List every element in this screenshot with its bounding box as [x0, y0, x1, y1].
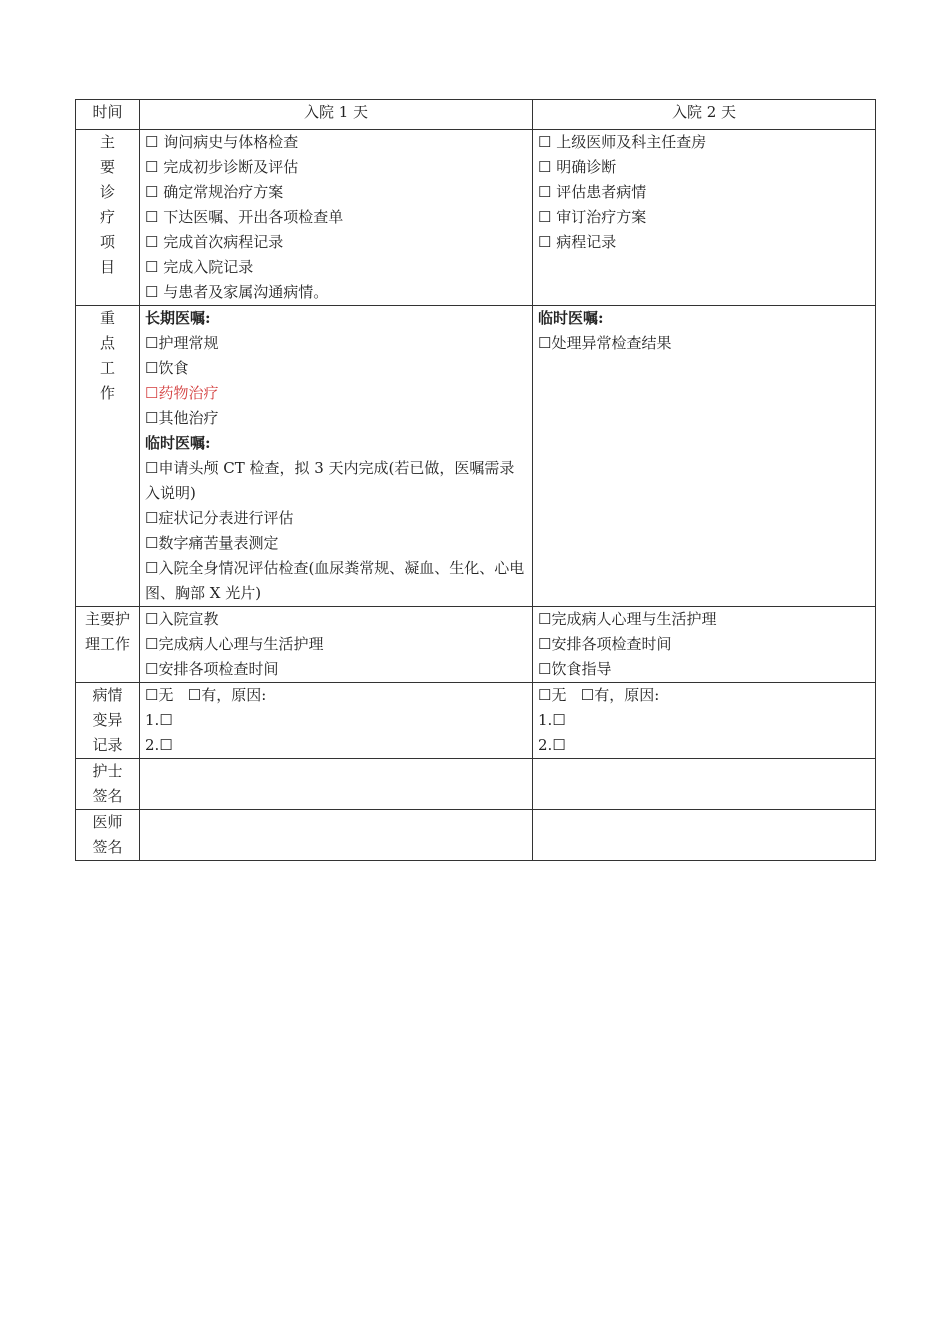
- variance-item: [538, 708, 870, 733]
- key-work-day2: [533, 306, 876, 607]
- checkbox-none[interactable]: ☐ 无: [538, 686, 566, 704]
- variance-item: [145, 708, 527, 733]
- label-line: 理工作: [84, 635, 130, 653]
- row-key-work: [76, 306, 876, 607]
- label-line: 主要护: [84, 610, 130, 628]
- label-diagnosis: [76, 130, 140, 306]
- diagnosis-day1: [140, 130, 533, 306]
- label-char: 疗: [99, 208, 115, 226]
- variance-options: [145, 683, 527, 708]
- checkbox-item[interactable]: ☐ 完成病人心理与生活护理: [145, 632, 527, 657]
- diagnosis-day2: [533, 130, 876, 306]
- checkbox-item[interactable]: ☐ 上级医师及科主任查房: [538, 130, 870, 155]
- header-day1: 入院 1 天: [140, 100, 533, 130]
- row-variance: [76, 683, 876, 759]
- label-char: 重: [99, 309, 115, 327]
- checkbox[interactable]: ☐: [552, 711, 566, 729]
- variance-item: [538, 733, 870, 758]
- checkbox-item[interactable]: ☐ 与患者及家属沟通病情。: [145, 280, 527, 305]
- label-char: 工: [99, 359, 115, 377]
- row-diagnosis: [76, 130, 876, 306]
- label-line: 签名: [92, 787, 123, 805]
- checkbox[interactable]: ☐: [552, 736, 566, 754]
- nurse-sign-day2[interactable]: [533, 759, 876, 810]
- label-nurse-sign: [76, 759, 140, 810]
- variance-options: [538, 683, 870, 708]
- label-char: 项: [99, 233, 115, 251]
- checkbox-item[interactable]: ☐ 入院全身情况评估检查(血尿粪常规、凝血、生化、心电图、胸部 X 光片): [145, 556, 527, 606]
- checkbox-item-highlighted[interactable]: ☐ 药物治疗: [145, 381, 527, 406]
- item-number: 1.: [145, 711, 160, 729]
- row-nurse-sign: [76, 759, 876, 810]
- doctor-sign-day1[interactable]: [140, 810, 533, 861]
- header-time: 时间: [76, 100, 140, 130]
- label-char: 作: [99, 384, 115, 402]
- clinical-pathway-table: [75, 99, 876, 861]
- nursing-day1: [140, 607, 533, 683]
- temporary-orders-title: 临时医嘱:: [145, 434, 211, 452]
- nursing-day2: [533, 607, 876, 683]
- checkbox-yes[interactable]: ☐ 有，原因:: [188, 686, 267, 704]
- label-nursing: [76, 607, 140, 683]
- label-key-work: [76, 306, 140, 607]
- checkbox-item[interactable]: ☐ 下达医嘱、开出各项检查单: [145, 205, 527, 230]
- checkbox-item[interactable]: ☐ 其他治疗: [145, 406, 527, 431]
- checkbox-item[interactable]: ☐ 确定常规治疗方案: [145, 180, 527, 205]
- checkbox-item[interactable]: ☐ 护理常规: [145, 331, 527, 356]
- checkbox-item[interactable]: ☐ 审订治疗方案: [538, 205, 870, 230]
- label-line: 医师: [92, 813, 123, 831]
- label-line: 病情: [92, 686, 123, 704]
- checkbox-item[interactable]: ☐ 饮食: [145, 356, 527, 381]
- label-char: 诊: [99, 183, 115, 201]
- label-line: 护士: [92, 762, 123, 780]
- label-line: 变异: [92, 711, 123, 729]
- label-char: 目: [99, 258, 115, 276]
- header-day2: 入院 2 天: [533, 100, 876, 130]
- checkbox-item[interactable]: ☐ 评估患者病情: [538, 180, 870, 205]
- doctor-sign-day2[interactable]: [533, 810, 876, 861]
- item-number: 2.: [538, 736, 553, 754]
- checkbox-item[interactable]: ☐ 症状记分表进行评估: [145, 506, 527, 531]
- item-number: 1.: [538, 711, 553, 729]
- checkbox-item[interactable]: ☐ 数字痛苦量表测定: [145, 531, 527, 556]
- checkbox-item[interactable]: ☐ 入院宣教: [145, 607, 527, 632]
- row-doctor-sign: [76, 810, 876, 861]
- checkbox-item[interactable]: ☐ 处理异常检查结果: [538, 331, 870, 356]
- label-char: 点: [99, 334, 115, 352]
- checkbox-item[interactable]: ☐ 安排各项检查时间: [538, 632, 870, 657]
- checkbox-item[interactable]: ☐ 询问病史与体格检查: [145, 130, 527, 155]
- checkbox-none[interactable]: ☐ 无: [145, 686, 173, 704]
- item-number: 2.: [145, 736, 160, 754]
- label-char: 要: [99, 158, 115, 176]
- label-char: 主: [99, 133, 115, 151]
- checkbox-item[interactable]: ☐ 完成首次病程记录: [145, 230, 527, 255]
- variance-item: [145, 733, 527, 758]
- checkbox-item[interactable]: ☐ 病程记录: [538, 230, 870, 255]
- label-line: 记录: [92, 736, 123, 754]
- checkbox-item[interactable]: ☐ 完成入院记录: [145, 255, 527, 280]
- checkbox-item[interactable]: ☐ 明确诊断: [538, 155, 870, 180]
- long-term-orders-title: 长期医嘱:: [145, 309, 211, 327]
- checkbox[interactable]: ☐: [159, 736, 173, 754]
- row-nursing: [76, 607, 876, 683]
- label-variance: [76, 683, 140, 759]
- checkbox-item[interactable]: ☐ 申请头颅 CT 检查，拟 3 天内完成(若已做，医嘱需录入说明): [145, 456, 527, 506]
- checkbox-item[interactable]: ☐ 饮食指导: [538, 657, 870, 682]
- key-work-day1: [140, 306, 533, 607]
- checkbox-item[interactable]: ☐ 完成病人心理与生活护理: [538, 607, 870, 632]
- checkbox[interactable]: ☐: [159, 711, 173, 729]
- nurse-sign-day1[interactable]: [140, 759, 533, 810]
- checkbox-yes[interactable]: ☐ 有，原因:: [581, 686, 660, 704]
- header-row: [76, 100, 876, 130]
- label-line: 签名: [92, 838, 123, 856]
- label-doctor-sign: [76, 810, 140, 861]
- variance-day2: [533, 683, 876, 759]
- checkbox-item[interactable]: ☐ 安排各项检查时间: [145, 657, 527, 682]
- variance-day1: [140, 683, 533, 759]
- checkbox-item[interactable]: ☐ 完成初步诊断及评估: [145, 155, 527, 180]
- temporary-orders-title: 临时医嘱:: [538, 309, 604, 327]
